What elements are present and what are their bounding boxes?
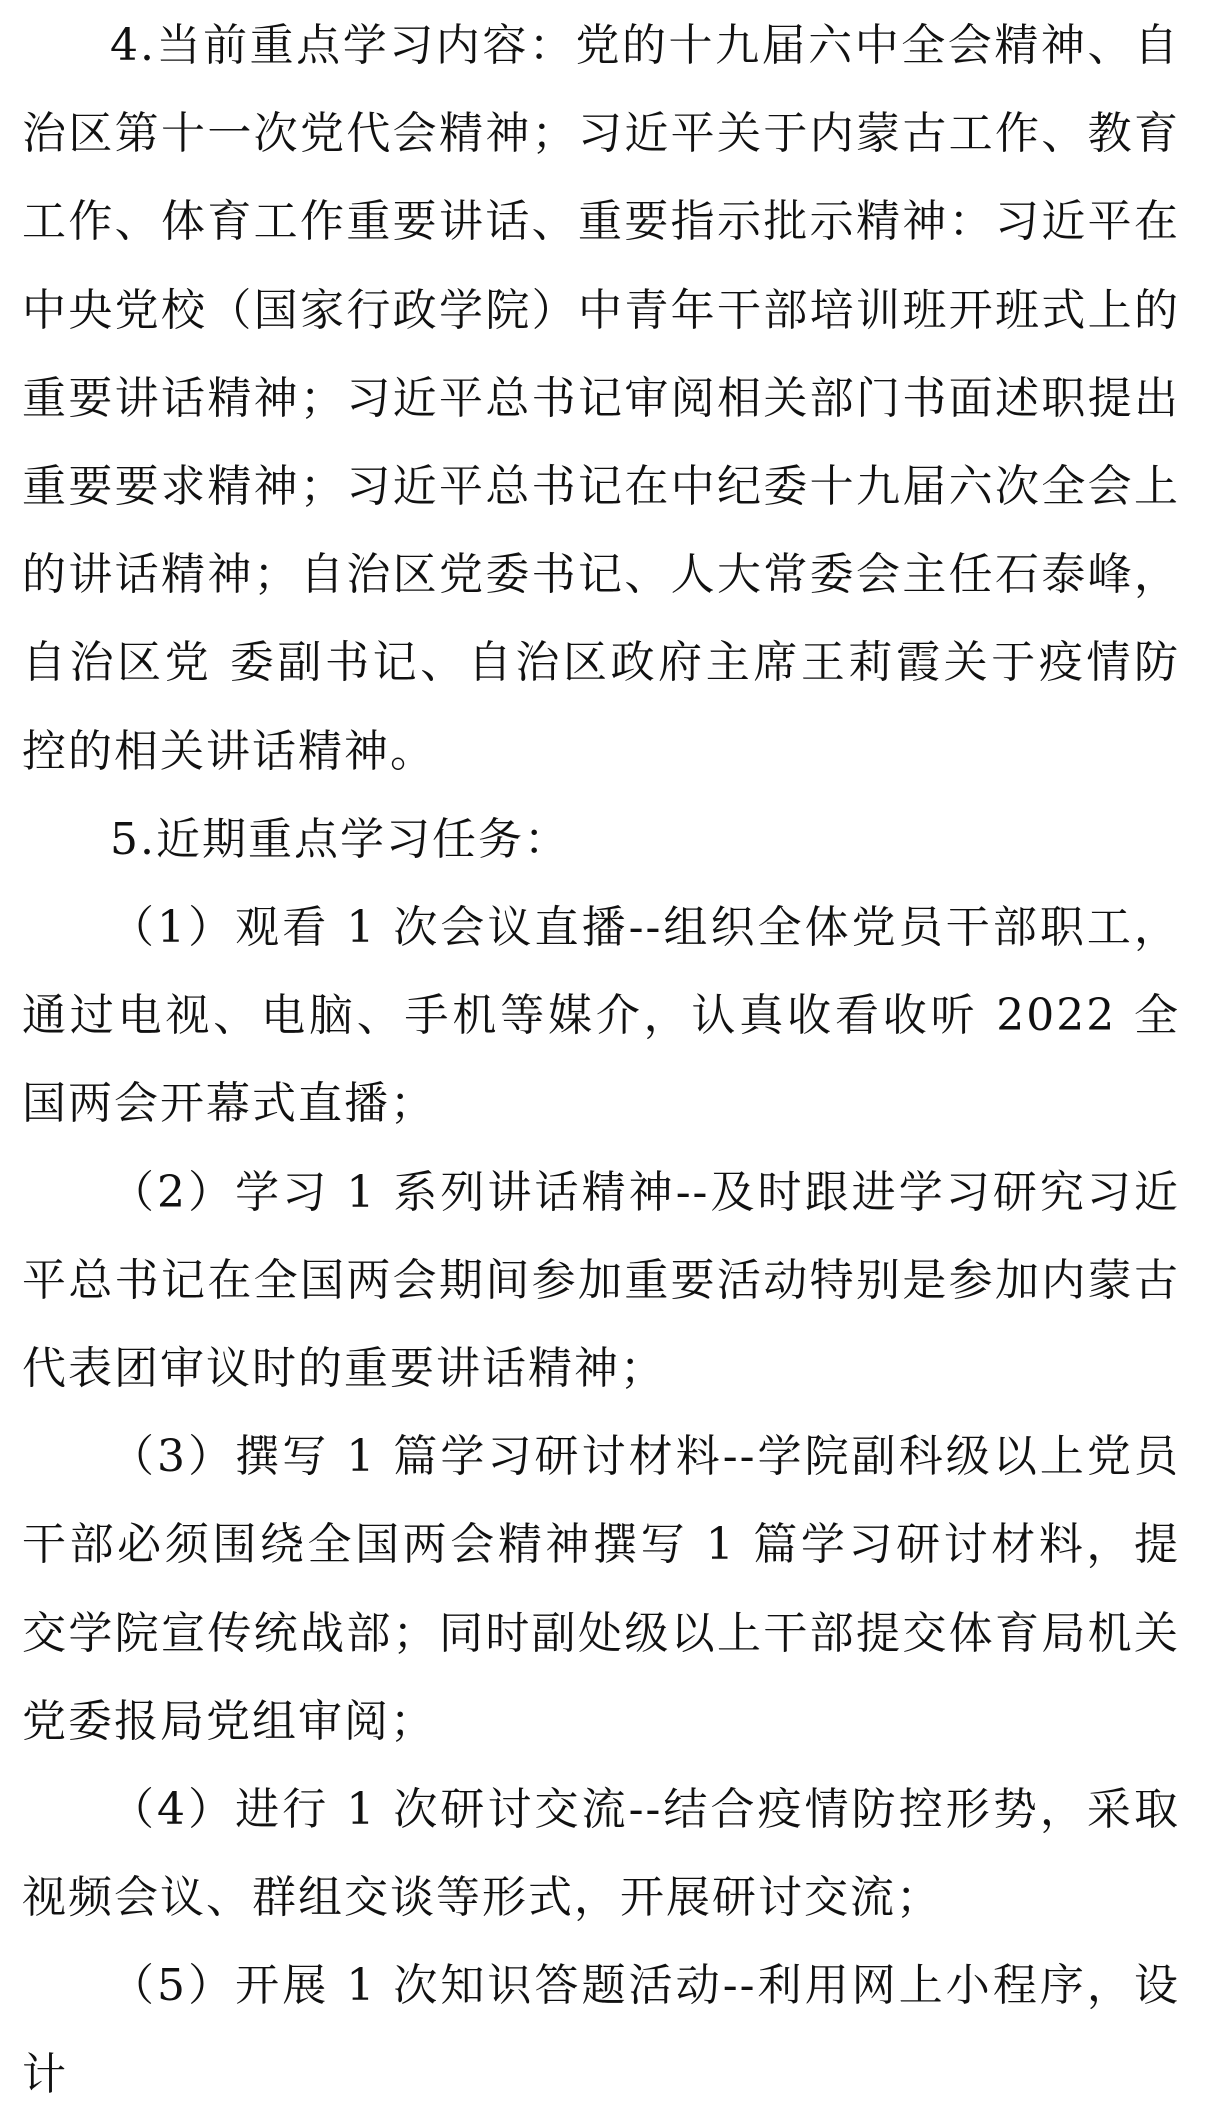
paragraph-recent-study-tasks-heading: 5.近期重点学习任务： bbox=[110, 813, 570, 865]
paragraph-task-1-watch-broadcast: （1）观看 1 次会议直播--组织全体党员干部职工，通过电视、电脑、手机等媒介，认真收看收听 2022 全国两会开幕式直播； bbox=[22, 902, 1180, 1130]
document-body bbox=[22, 2, 1180, 2119]
paragraph-task-4-discussion: （4）进行 1 次研讨交流--结合疫情防控形势，采取视频会议、群组交谈等形式，开展研讨交流； bbox=[22, 1784, 1180, 1924]
paragraph-task-2-study-speeches: （2）学习 1 系列讲话精神--及时跟进学习研究习近平总书记在全国两会期间参加重要活动特别是参加内蒙古代表团审议时的重要讲话精神； bbox=[22, 1166, 1180, 1395]
paragraph-task-3-write-material: （3）撰写 1 篇学习研讨材料--学院副科级以上党员干部必须围绕全国两会精神撰写 1 篇学习研讨材料，提交学院宣传统战部；同时副处级以上干部提交体育局机关党委报局党组审阅； bbox=[22, 1431, 1180, 1747]
paragraph-task-5-quiz-activity: （5）开展 1 次知识答题活动--利用网上小程序，设计 bbox=[22, 1960, 1180, 2100]
paragraph-current-study-content: 4.当前重点学习内容：党的十九届六中全会精神、自治区第十一次党代会精神；习近平关于内蒙古工作、教育工作、体育工作重要讲话、重要指示批示精神：习近平在中央党校（国家行政学院）中青年干部培训班开班式上的重要讲话精神；习近平总书记审阅相关部门书面述职提出重要要求精神；习近平总书记在中纪委十九届六次全会上的讲话精神；自治区党委书记、人大常委会主任石泰峰，自治区党 委副书记、自治区政府主席王莉霞关于疫情防控的相关讲话精神。 bbox=[22, 20, 1180, 777]
